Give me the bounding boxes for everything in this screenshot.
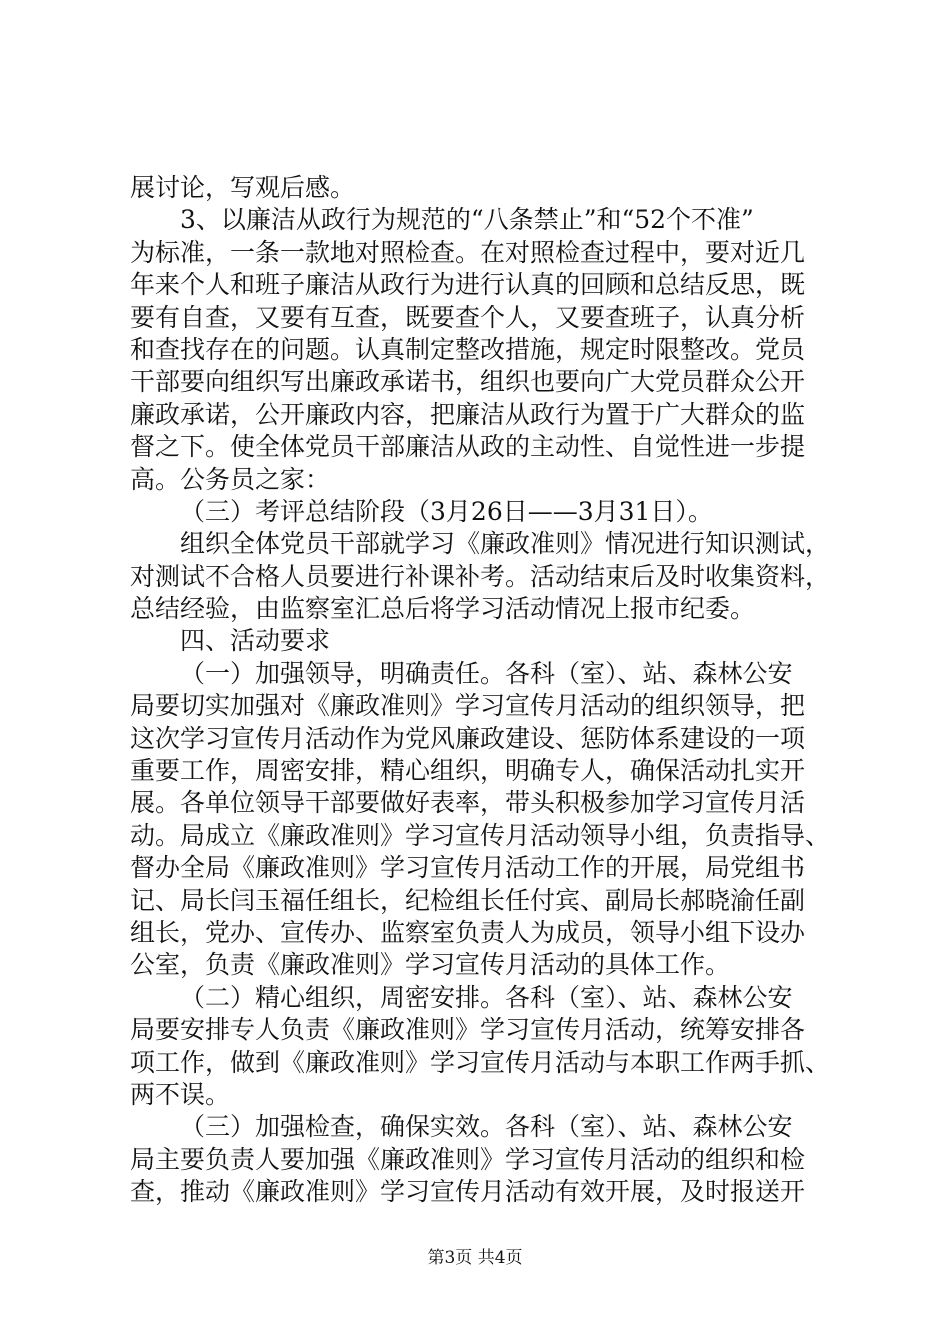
text-line: 局主要负责人要加强《廉政准则》学习宣传月活动的组织和检 xyxy=(130,1144,806,1174)
section-heading: （三）考评总结阶段（3月26日——3月31日）。 xyxy=(180,496,713,526)
text-line: 这次学习宣传月活动作为党风廉政建设、惩防体系建设的一项 xyxy=(130,723,806,753)
text-line: 组织全体党员干部就学习《廉政准则》情况进行知识测试， xyxy=(180,529,831,559)
text-line: 两不误。 xyxy=(130,1079,231,1109)
text-line: 和查找存在的问题。认真制定整改措施，规定时限整改。党员 xyxy=(130,334,806,364)
text-line: 局要切实加强对《廉政准则》学习宣传月活动的组织领导，把 xyxy=(130,691,806,721)
text-line: 3、以廉洁从政行为规范的“八条禁止”和“52个不准” xyxy=(180,205,754,235)
text-line: 总结经验，由监察室汇总后将学习活动情况上报市纪委。 xyxy=(130,594,756,624)
text-line: 动。局成立《廉政准则》学习宣传月活动领导小组，负责指导、 xyxy=(130,820,831,850)
text-line: 重要工作，周密安排，精心组织，明确专人，确保活动扎实开 xyxy=(130,756,806,786)
text-line: 要有自查，又要有互查，既要查个人，又要查班子，认真分析 xyxy=(130,302,806,332)
text-line: 展。各单位领导干部要做好表率，带头积极参加学习宣传月活 xyxy=(130,788,806,818)
text-line: （二）精心组织，周密安排。各科（室）、站、森林公安 xyxy=(180,982,793,1012)
text-line: 高。公务员之家： xyxy=(130,464,331,494)
document-body xyxy=(130,172,830,1209)
page-number-footer: 第3页 共4页 xyxy=(427,1248,523,1268)
text-line: 为标准，一条一款地对照检查。在对照检查过程中，要对近几 xyxy=(130,237,806,267)
text-line: （三）加强检查，确保实效。各科（室）、站、森林公安 xyxy=(180,1112,793,1142)
text-line: 干部要向组织写出廉政承诺书，组织也要向广大党员群众公开 xyxy=(130,367,806,397)
section-heading: 四、活动要求 xyxy=(180,626,331,656)
text-line: 查，推动《廉政准则》学习宣传月活动有效开展，及时报送开 xyxy=(130,1177,806,1207)
text-line: 项工作，做到《廉政准则》学习宣传月活动与本职工作两手抓、 xyxy=(130,1047,831,1077)
text-line: 局要安排专人负责《廉政准则》学习宣传月活动，统筹安排各 xyxy=(130,1015,806,1045)
text-line: 对测试不合格人员要进行补课补考。活动结束后及时收集资料， xyxy=(130,561,831,591)
text-line: 公室，负责《廉政准则》学习宣传月活动的具体工作。 xyxy=(130,950,731,980)
text-line: 组长，党办、宣传办、监察室负责人为成员，领导小组下设办 xyxy=(130,917,806,947)
text-line: 记、局长闫玉福任组长，纪检组长任付宾、副局长郝晓渝任副 xyxy=(130,885,806,915)
text-line: 年来个人和班子廉洁从政行为进行认真的回顾和总结反思，既 xyxy=(130,270,806,300)
text-line: 督办全局《廉政准则》学习宣传月活动工作的开展，局党组书 xyxy=(130,853,806,883)
text-line: 展讨论，写观后感。 xyxy=(130,173,356,202)
text-line: （一）加强领导，明确责任。各科（室）、站、森林公安 xyxy=(180,658,793,688)
text-line: 督之下。使全体党员干部廉洁从政的主动性、自觉性进一步提 xyxy=(130,432,806,462)
text-line: 廉政承诺，公开廉政内容，把廉洁从政行为置于广大群众的监 xyxy=(130,399,806,429)
